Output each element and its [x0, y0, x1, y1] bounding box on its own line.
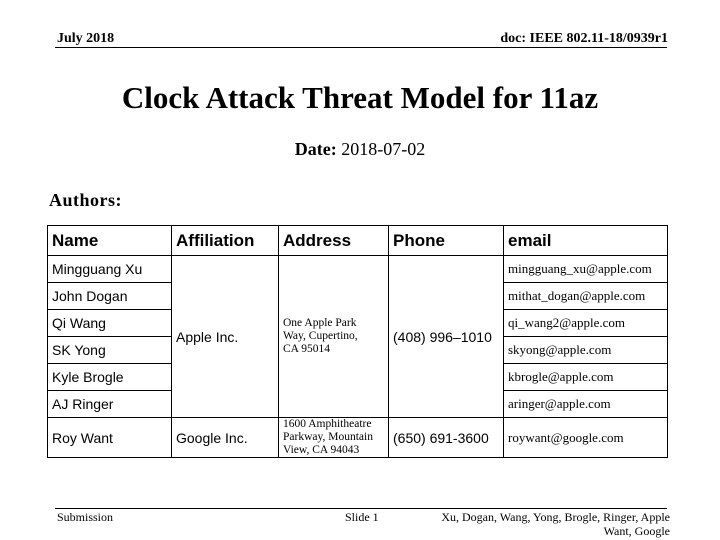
- table-row: [48, 418, 668, 458]
- address-line: Parkway, Mountain: [283, 431, 373, 443]
- author-email: aringer@apple.com: [504, 391, 668, 418]
- author-email: mingguang_xu@apple.com: [504, 256, 668, 283]
- address-line: 1600 Amphitheatre: [283, 418, 372, 430]
- author-name: Mingguang Xu: [48, 256, 172, 283]
- author-name: Kyle Brogle: [48, 364, 172, 391]
- table-row: [48, 256, 668, 283]
- footer-slide-number: Slide 1: [345, 510, 379, 524]
- author-email: roywant@google.com: [504, 418, 668, 458]
- author-address: [279, 256, 389, 418]
- author-address: [279, 418, 389, 458]
- footer-authors-line: Want, Google: [603, 524, 670, 538]
- column-header-name: Name: [48, 226, 172, 256]
- address-line: One Apple Park: [283, 317, 357, 329]
- date-value: 2018-07-02: [341, 139, 426, 159]
- header-doc-id: doc: IEEE 802.11-18/0939r1: [500, 31, 668, 46]
- author-name: AJ Ringer: [48, 391, 172, 418]
- author-name: SK Yong: [48, 337, 172, 364]
- column-header-email: email: [504, 226, 668, 256]
- address-line: Way, Cupertino,: [283, 330, 358, 342]
- date-line: [0, 139, 720, 160]
- footer-submission: Submission: [57, 510, 114, 524]
- column-header-affiliation: Affiliation: [172, 226, 279, 256]
- footer-divider: [55, 508, 667, 509]
- address-line: CA 95014: [283, 343, 330, 355]
- date-label: Date:: [294, 139, 337, 159]
- author-name: Roy Want: [48, 418, 172, 458]
- author-email: mithat_dogan@apple.com: [504, 283, 668, 310]
- author-phone: (408) 996–1010: [389, 256, 504, 418]
- table-header-row: [48, 226, 668, 256]
- column-header-phone: Phone: [389, 226, 504, 256]
- slide-title: Clock Attack Threat Model for 11az: [121, 80, 599, 115]
- author-name: Qi Wang: [48, 310, 172, 337]
- author-email: skyong@apple.com: [504, 337, 668, 364]
- header-divider: [55, 47, 667, 48]
- footer-authors-line: Xu, Dogan, Wang, Yong, Brogle, Ringer, Apple: [441, 510, 670, 524]
- address-line: View, CA 94043: [283, 444, 360, 456]
- author-affiliation: Apple Inc.: [172, 256, 279, 418]
- author-name: John Dogan: [48, 283, 172, 310]
- column-header-address: Address: [279, 226, 389, 256]
- author-affiliation: Google Inc.: [172, 418, 279, 458]
- author-phone: (650) 691-3600: [389, 418, 504, 458]
- header-date: July 2018: [57, 31, 115, 46]
- author-email: kbrogle@apple.com: [504, 364, 668, 391]
- authors-table: [47, 225, 668, 458]
- author-email: qi_wang2@apple.com: [504, 310, 668, 337]
- authors-heading: Authors:: [49, 190, 123, 210]
- footer-authors: [420, 510, 670, 538]
